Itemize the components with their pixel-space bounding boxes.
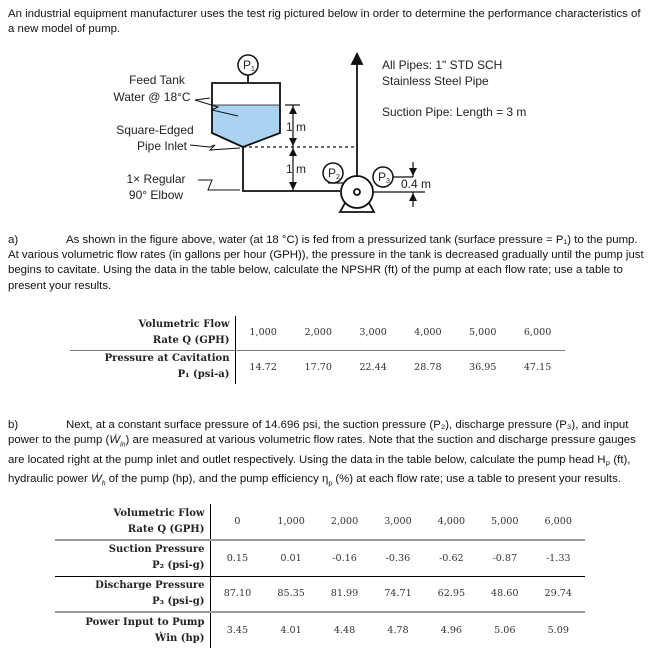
dim-0-4m: 0.4 m bbox=[401, 177, 432, 191]
inlet-label-2: Pipe Inlet bbox=[136, 139, 188, 153]
table-cell: -1.33 bbox=[545, 552, 571, 564]
table-cell: 4.78 bbox=[387, 625, 409, 636]
row-header: Power Input to Pump Ẇin (hp) bbox=[55, 612, 210, 648]
water-label: Water @ 18°C bbox=[113, 90, 191, 104]
table-cell: 5,000 bbox=[491, 516, 519, 527]
water-fill bbox=[212, 105, 280, 147]
inlet-label-1: Square-Edged bbox=[116, 123, 194, 137]
table-cell: 5,000 bbox=[468, 327, 497, 339]
row-header: Pressure at Cavitation P₁ (psi-a) bbox=[70, 350, 235, 384]
table-cell: 6,000 bbox=[523, 327, 552, 339]
table-cell: -0.16 bbox=[332, 552, 357, 564]
pipes-note-1: All Pipes: 1" STD SCH bbox=[382, 58, 503, 72]
table-cell: -0.62 bbox=[439, 552, 464, 564]
part-a-text bbox=[8, 233, 648, 294]
table-cell: 6,000 bbox=[544, 516, 572, 527]
table-row bbox=[70, 316, 565, 350]
table-cell: 3,000 bbox=[384, 516, 412, 527]
p2-label: P2 bbox=[328, 166, 340, 181]
table-cell: -0.87 bbox=[492, 552, 518, 564]
test-rig-diagram bbox=[100, 40, 560, 220]
table-cell: 4.01 bbox=[280, 625, 302, 636]
table-cell: 47.15 bbox=[523, 361, 552, 373]
table-cell: 1,000 bbox=[277, 516, 305, 527]
table-cell: 74.71 bbox=[384, 588, 412, 600]
table-cell: 28.78 bbox=[414, 361, 442, 373]
elbow-label-2: 90° Elbow bbox=[128, 188, 184, 202]
table-cell: 0 bbox=[234, 516, 241, 527]
table-cell: 1,000 bbox=[249, 327, 277, 339]
table-cell: 3.45 bbox=[226, 625, 249, 636]
dim-1m-lower: 1 m bbox=[286, 162, 307, 176]
table-cell: 0.15 bbox=[226, 552, 249, 564]
table-cell: 17.70 bbox=[304, 361, 332, 373]
table-cell: 5.06 bbox=[494, 625, 516, 636]
table-cell: 4.96 bbox=[440, 625, 463, 636]
table-cell: 81.99 bbox=[330, 588, 359, 600]
row-header: Discharge Pressure P₃ (psi-g) bbox=[55, 576, 210, 612]
table-cell: 36.95 bbox=[468, 361, 497, 373]
table-row bbox=[55, 504, 585, 540]
row-header: Suction Pressure P₂ (psi-g) bbox=[55, 540, 210, 576]
table-cell: 2,000 bbox=[330, 516, 359, 527]
suction-note: Suction Pipe: Length = 3 m bbox=[382, 105, 527, 119]
table-cell: 4,000 bbox=[437, 516, 466, 527]
pipes-note-2: Stainless Steel Pipe bbox=[382, 74, 489, 88]
row-header: Volumetric Flow Rate Q (GPH) bbox=[55, 504, 210, 540]
row-header: Volumetric Flow Rate Q (GPH) bbox=[70, 316, 235, 350]
table-cell: 29.74 bbox=[544, 588, 572, 600]
table-row bbox=[55, 612, 585, 648]
table-cell: 48.60 bbox=[491, 588, 519, 600]
table-cell: 4.48 bbox=[333, 625, 356, 636]
table-cell: 85.35 bbox=[277, 588, 305, 600]
table-row bbox=[70, 350, 565, 384]
part-a-body: As shown in the figure above, water (at 18 °C) is fed from a pressurized tank (surface pressure = P₁) to the pump. At various volumetric flow rates (in gallons per hour (GPH)), the pressure in the tank is decreased gradually until the pump just begins to cavitate. Using the data in the table below, calculate the NPSHR (ft) of the pump at each flow rate; use a table to present your results. bbox=[8, 234, 644, 292]
table-cell: 0.01 bbox=[280, 552, 302, 564]
table-cell: 87.10 bbox=[223, 588, 252, 600]
table-cell: 22.44 bbox=[359, 361, 387, 373]
table-a bbox=[70, 316, 565, 384]
table-row bbox=[55, 540, 585, 576]
p3-label: P3 bbox=[378, 170, 390, 185]
table-cell: 14.72 bbox=[249, 361, 277, 373]
table-cell: 4,000 bbox=[414, 327, 442, 339]
table-row bbox=[55, 576, 585, 612]
table-cell: 2,000 bbox=[304, 327, 332, 339]
table-cell: 5.09 bbox=[547, 625, 569, 636]
table-cell: 62.95 bbox=[437, 588, 466, 600]
part-a-label: a) bbox=[8, 234, 19, 246]
table-cell: -0.36 bbox=[385, 552, 411, 564]
table-b bbox=[55, 504, 585, 648]
table-cell: 3,000 bbox=[359, 327, 387, 339]
elbow-label-1: 1× Regular bbox=[126, 172, 186, 186]
dim-1m-upper: 1 m bbox=[286, 120, 307, 134]
part-b-text: b) Next, at a constant surface pressure of 14.696 psi, the suction pressure (P₂), discharge pressure (P₃), and input power to the pump (Ẇ$_{in}$) are measured at various volumetric flow rates. Note that the suction and discharge pressure gauges are located right at the pump inlet and outlet respectively. Using the data in the table below, calculate the pump head $H_P$ (ft), hydraulic power Ẇ$_h$ of the pump (hp), and the pump efficiency $\eta_p$ (%) at each flow rate; use a table to present your results. bbox=[8, 419, 636, 488]
intro-text: An industrial equipment manufacturer uses the test rig pictured below in order to determine the performance characteristics of a new model of pump. bbox=[8, 8, 641, 36]
part-b-label: b) bbox=[8, 419, 19, 431]
pump bbox=[341, 176, 373, 208]
p1-label: P1 bbox=[243, 58, 255, 73]
feed-tank-label: Feed Tank bbox=[129, 73, 185, 87]
